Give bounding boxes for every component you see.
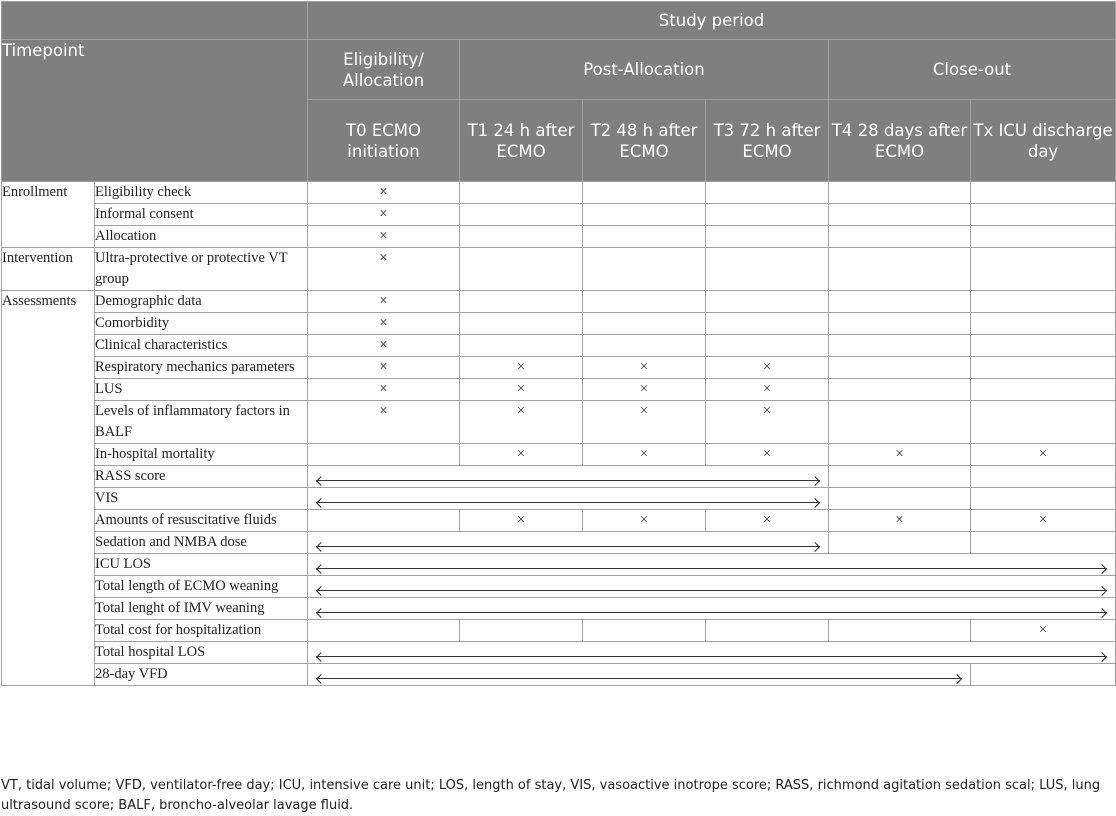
cross-mark: × [460,444,583,466]
empty-cell [308,510,460,532]
empty-cell [971,335,1116,357]
column-header-t2: T2 48 h after ECMO [583,100,706,182]
cross-mark: × [706,357,829,379]
cross-mark: × [706,401,829,444]
cross-mark: × [308,226,460,248]
cross-mark: × [971,620,1116,642]
empty-cell [706,291,829,313]
header-blank-cell [2,2,308,40]
row-label: Total length of ECMO weaning [95,576,308,598]
column-header-t4: T4 28 days after ECMO [829,100,971,182]
row-label: 28-day VFD [95,664,308,686]
table-row [2,444,1116,466]
row-label: Informal consent [95,204,308,226]
empty-cell [460,248,583,291]
double-arrow-icon [316,656,1107,657]
row-label: Levels of inflammatory factors in BALF [95,401,308,444]
double-arrow-icon [316,590,1107,591]
cross-mark: × [706,444,829,466]
table-row [2,642,1116,664]
empty-cell [971,488,1116,510]
column-header-tx: Tx ICU discharge day [971,100,1116,182]
column-header-t1: T1 24 h after ECMO [460,100,583,182]
empty-cell [583,182,706,204]
table-row [2,182,1116,204]
row-label: Demographic data [95,291,308,313]
empty-cell [829,313,971,335]
row-label: RASS score [95,466,308,488]
table-row [2,488,1116,510]
empty-cell [583,291,706,313]
cross-mark: × [308,204,460,226]
cross-mark: × [460,357,583,379]
row-label: Sedation and NMBA dose [95,532,308,554]
empty-cell [829,532,971,554]
cross-mark: × [460,510,583,532]
empty-cell [583,313,706,335]
empty-cell [971,401,1116,444]
duration-arrow-cell [308,664,971,686]
table-row [2,291,1116,313]
empty-cell [706,620,829,642]
empty-cell [460,335,583,357]
empty-cell [971,182,1116,204]
cross-mark: × [308,335,460,357]
row-label: ICU LOS [95,554,308,576]
empty-cell [706,226,829,248]
empty-cell [706,204,829,226]
cross-mark: × [308,379,460,401]
row-label: Respiratory mechanics parameters [95,357,308,379]
table-row [2,357,1116,379]
empty-cell [706,335,829,357]
cross-mark: × [829,444,971,466]
row-label: Total lenght of IMV weaning [95,598,308,620]
empty-cell [829,291,971,313]
row-label: Total cost for hospitalization [95,620,308,642]
empty-cell [829,466,971,488]
empty-cell [583,248,706,291]
double-arrow-icon [316,568,1107,569]
empty-cell [971,379,1116,401]
cross-mark: × [583,444,706,466]
empty-cell [583,226,706,248]
table-row [2,598,1116,620]
row-label: Total hospital LOS [95,642,308,664]
empty-cell [829,357,971,379]
table-row [2,226,1116,248]
table-row [2,576,1116,598]
empty-cell [971,532,1116,554]
group-header-post-allocation: Post-Allocation [460,40,829,100]
table-row [2,532,1116,554]
table-row [2,510,1116,532]
duration-arrow-cell [308,488,829,510]
table-row [2,664,1116,686]
cross-mark: × [308,401,460,444]
row-label: Amounts of resuscitative fluids [95,510,308,532]
empty-cell [460,620,583,642]
timepoint-header: Timepoint [2,40,308,182]
row-label: Allocation [95,226,308,248]
cross-mark: × [971,444,1116,466]
duration-arrow-cell [308,466,829,488]
empty-cell [971,204,1116,226]
cross-mark: × [706,510,829,532]
group-header-eligibility: Eligibility/ Allocation [308,40,460,100]
cross-mark: × [706,379,829,401]
double-arrow-icon [316,502,820,503]
empty-cell [971,226,1116,248]
empty-cell [971,664,1116,686]
row-label: Comorbidity [95,313,308,335]
duration-arrow-cell [308,532,829,554]
empty-cell [706,248,829,291]
empty-cell [460,291,583,313]
empty-cell [829,620,971,642]
empty-cell [971,291,1116,313]
empty-cell [829,488,971,510]
study-period-header: Study period [308,2,1116,40]
row-label: In-hospital mortality [95,444,308,466]
empty-cell [706,182,829,204]
empty-cell [829,226,971,248]
empty-cell [971,313,1116,335]
group-header-close-out: Close-out [829,40,1116,100]
section-label: Assessments [2,291,95,686]
table-row [2,554,1116,576]
duration-arrow-cell [308,598,1116,620]
empty-cell [829,204,971,226]
table-row [2,204,1116,226]
double-arrow-icon [316,678,962,679]
cross-mark: × [308,313,460,335]
cross-mark: × [583,510,706,532]
empty-cell [829,379,971,401]
empty-cell [583,620,706,642]
double-arrow-icon [316,612,1107,613]
row-label: Clinical characteristics [95,335,308,357]
empty-cell [460,204,583,226]
table-row [2,466,1116,488]
table-row [2,313,1116,335]
row-label: VIS [95,488,308,510]
row-label: Ultra-protective or protective VT group [95,248,308,291]
empty-cell [460,182,583,204]
cross-mark: × [583,357,706,379]
double-arrow-icon [316,480,820,481]
cross-mark: × [308,248,460,291]
section-label: Intervention [2,248,95,291]
empty-cell [583,335,706,357]
table-row [2,620,1116,642]
empty-cell [971,357,1116,379]
footnote: VT, tidal volume; VFD, ventilator-free day; ICU, intensive care unit; LOS, length of stay, VIS, vasoactive inotrope score; RASS, richmond agitation sedation scal; LUS, lung ultrasound score; BALF, broncho-alveolar lavage fluid. [1,778,1101,813]
cross-mark: × [308,291,460,313]
cross-mark: × [829,510,971,532]
cross-mark: × [308,182,460,204]
table-row [2,401,1116,444]
empty-cell [829,335,971,357]
section-label: Enrollment [2,182,95,248]
empty-cell [583,204,706,226]
double-arrow-icon [316,546,820,547]
empty-cell [971,248,1116,291]
row-label: Eligibility check [95,182,308,204]
empty-cell [829,182,971,204]
empty-cell [829,401,971,444]
empty-cell [829,248,971,291]
cross-mark: × [583,379,706,401]
column-header-t3: T3 72 h after ECMO [706,100,829,182]
empty-cell [308,620,460,642]
schedule-table [1,1,1116,686]
cross-mark: × [971,510,1116,532]
duration-arrow-cell [308,642,1116,664]
cross-mark: × [460,401,583,444]
table-body [2,182,1116,686]
row-label: LUS [95,379,308,401]
empty-cell [460,226,583,248]
table-row [2,379,1116,401]
empty-cell [971,466,1116,488]
column-header-t0: T0 ECMO initiation [308,100,460,182]
duration-arrow-cell [308,576,1116,598]
cross-mark: × [308,357,460,379]
cross-mark: × [460,379,583,401]
table-row [2,248,1116,291]
duration-arrow-cell [308,554,1116,576]
empty-cell [706,313,829,335]
empty-cell [460,313,583,335]
empty-cell [308,444,460,466]
cross-mark: × [583,401,706,444]
table-row [2,335,1116,357]
